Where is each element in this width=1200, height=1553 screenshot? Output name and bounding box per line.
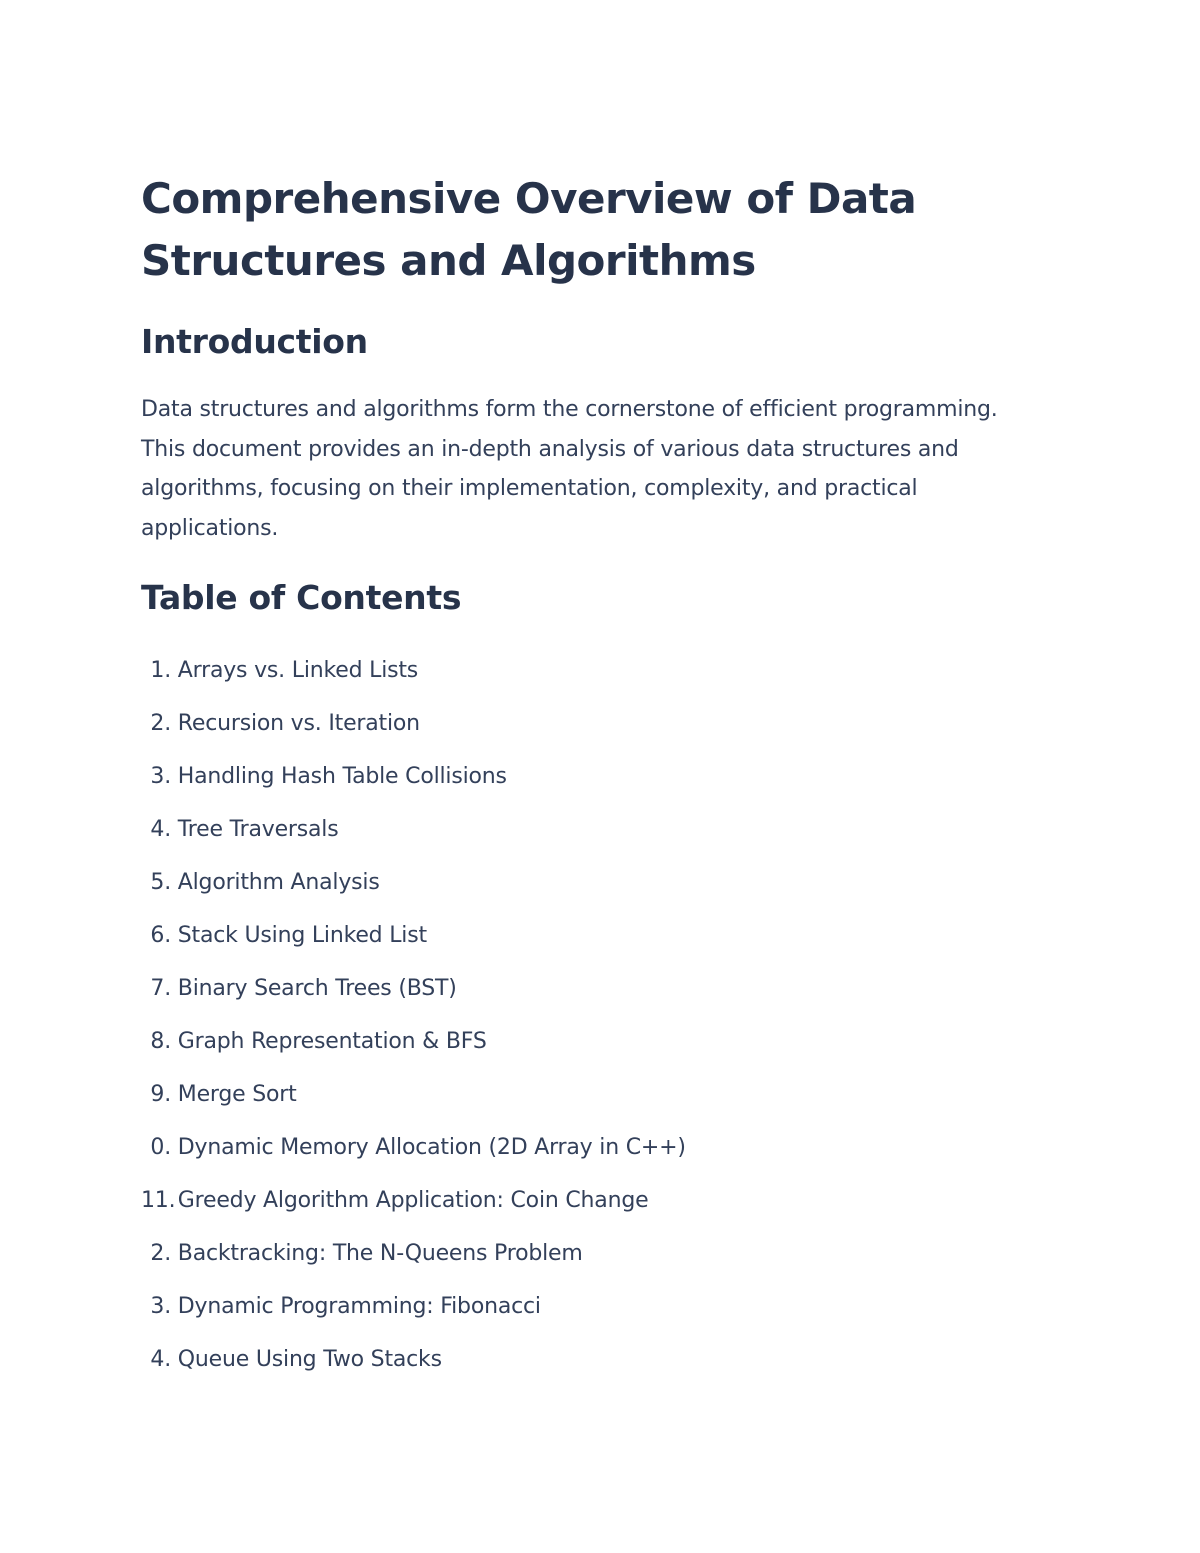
toc-item-spacer [171,962,178,1015]
toc-item-number: 11. [141,1188,176,1213]
toc-item-spacer [171,1280,178,1333]
toc-item [141,1227,1041,1280]
toc-item-label: Recursion vs. Iteration [177,711,420,736]
toc-item-label: Stack Using Linked List [177,923,427,948]
toc-item-number: 3. [150,1294,171,1319]
toc-item-label: Algorithm Analysis [177,870,380,895]
introduction-paragraph: Data structures and algorithms form the cornerstone of efficient programming. This document provides an in-depth analysis of various data structures and algorithms, focusing on their implementation, complexity, and practical applications. [141,397,998,541]
toc-item-label: Queue Using Two Stacks [177,1347,442,1372]
document-page [141,168,1041,1386]
toc-item-number: 6. [150,923,171,948]
toc-item-number: 2. [150,711,171,736]
toc-item [141,1333,1041,1386]
toc-item-number: 8. [150,1029,171,1054]
toc-item-label: Arrays vs. Linked Lists [177,658,419,683]
toc-item-spacer [171,909,178,962]
toc-item [141,750,1041,803]
toc-item-label: Merge Sort [177,1082,297,1107]
introduction-heading: Introduction [141,322,368,361]
toc-item-number: 7. [150,976,171,1001]
table-of-contents-heading: Table of Contents [141,578,462,617]
table-of-contents-list [141,644,1041,1386]
toc-item [141,1015,1041,1068]
toc-item [141,856,1041,909]
toc-item-spacer [171,1227,178,1280]
toc-item-label: Dynamic Programming: Fibonacci [177,1294,541,1319]
toc-item-label: Tree Traversals [177,817,339,842]
toc-item [141,1280,1041,1333]
toc-item-spacer [171,644,178,697]
toc-item-number: 2. [150,1241,171,1266]
document-title: Comprehensive Overview of Data Structures and Algorithms [141,174,917,285]
toc-item [141,962,1041,1015]
toc-item-label: Handling Hash Table Collisions [177,764,507,789]
toc-item-spacer [171,1015,178,1068]
toc-item-label: Backtracking: The N-Queens Problem [177,1241,583,1266]
toc-item-number: 3. [150,764,171,789]
toc-item-spacer [171,1174,178,1227]
toc-item [141,697,1041,750]
toc-item-spacer [171,697,178,750]
toc-item-label: Graph Representation & BFS [177,1029,487,1054]
toc-item-spacer [171,1121,178,1174]
toc-item-label: Dynamic Memory Allocation (2D Array in C++) [177,1135,686,1160]
toc-item-number: 4. [150,817,171,842]
toc-item [141,909,1041,962]
toc-item [141,803,1041,856]
toc-item-label: Binary Search Trees (BST) [177,976,457,1001]
toc-item-number: 0. [150,1135,171,1160]
toc-item [141,644,1041,697]
toc-item-spacer [171,1068,178,1121]
toc-item-spacer [171,750,178,803]
toc-item-label: Greedy Algorithm Application: Coin Change [177,1188,649,1213]
toc-item-number: 9. [150,1082,171,1107]
toc-item [141,1174,1041,1227]
toc-item [141,1068,1041,1121]
toc-item-spacer [171,856,178,909]
toc-item-spacer [171,803,178,856]
toc-item-spacer [171,1333,178,1386]
toc-item-number: 5. [150,870,171,895]
toc-item-number: 1. [150,658,171,683]
toc-item [141,1121,1041,1174]
toc-item-number: 4. [150,1347,171,1372]
